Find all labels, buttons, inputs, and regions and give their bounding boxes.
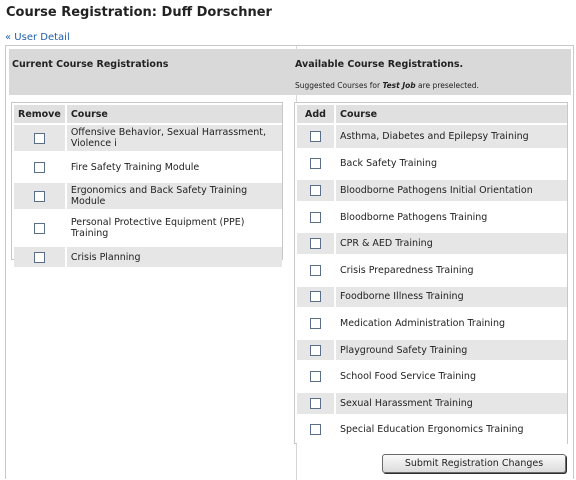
table-row <box>297 230 567 257</box>
table-row <box>297 177 567 204</box>
note-suffix: are preselected. <box>418 81 479 90</box>
table-row <box>297 284 567 311</box>
course-name: Ergonomics and Back Safety Training Module <box>66 180 282 212</box>
table-row <box>297 124 567 151</box>
remove-checkbox[interactable] <box>34 133 45 144</box>
available-courses-box <box>294 102 568 444</box>
remove-checkbox[interactable] <box>34 223 45 234</box>
note-job-name: Test Job <box>382 81 416 90</box>
remove-cell <box>14 124 66 154</box>
course-name: Personal Protective Equipment (PPE) Training <box>66 212 282 244</box>
add-checkbox[interactable] <box>310 345 321 356</box>
add-checkbox[interactable] <box>310 131 321 142</box>
course-name: Foodborne Illness Training <box>335 284 567 311</box>
add-checkbox[interactable] <box>310 318 321 329</box>
table-row <box>14 212 282 244</box>
add-cell <box>297 284 335 311</box>
course-name: Sexual Harassment Training <box>335 390 567 417</box>
course-name: Offensive Behavior, Sexual Harrassment, Violence i <box>66 124 282 154</box>
note-prefix: Suggested Courses for <box>295 81 381 90</box>
remove-checkbox[interactable] <box>34 162 45 173</box>
table-row <box>297 390 567 417</box>
course-name: Special Education Ergonomics Training <box>335 417 567 444</box>
registration-panel <box>5 45 574 479</box>
table-row <box>297 257 567 284</box>
add-cell <box>297 177 335 204</box>
course-name: Fire Safety Training Module <box>66 154 282 180</box>
suggested-courses-note <box>295 81 479 90</box>
remove-checkbox[interactable] <box>34 191 45 202</box>
current-registrations-title: Current Course Registrations <box>12 59 169 70</box>
course-name: School Food Service Training <box>335 363 567 390</box>
add-cell <box>297 363 335 390</box>
table-row <box>14 244 282 270</box>
remove-cell <box>14 212 66 244</box>
add-checkbox[interactable] <box>310 238 321 249</box>
add-cell <box>297 337 335 364</box>
add-cell <box>297 310 335 337</box>
add-checkbox[interactable] <box>310 185 321 196</box>
remove-cell <box>14 244 66 270</box>
remove-column-header: Remove <box>14 105 66 124</box>
add-checkbox[interactable] <box>310 158 321 169</box>
available-registrations-title: Available Course Registrations. <box>295 59 464 70</box>
add-checkbox[interactable] <box>310 424 321 435</box>
remove-cell <box>14 180 66 212</box>
add-checkbox[interactable] <box>310 265 321 276</box>
current-courses-box <box>11 102 283 263</box>
available-course-column-header: Course <box>335 105 567 124</box>
current-registrations-header <box>9 49 292 95</box>
add-cell <box>297 417 335 444</box>
add-checkbox[interactable] <box>310 212 321 223</box>
course-name: Bloodborne Pathogens Training <box>335 204 567 231</box>
remove-cell <box>14 154 66 180</box>
course-name: Medication Administration Training <box>335 310 567 337</box>
course-name: CPR & AED Training <box>335 230 567 257</box>
add-checkbox[interactable] <box>310 398 321 409</box>
course-name: Crisis Planning <box>66 244 282 270</box>
add-column-header: Add <box>297 105 335 124</box>
remove-checkbox[interactable] <box>34 252 45 263</box>
table-row <box>297 337 567 364</box>
course-name: Playground Safety Training <box>335 337 567 364</box>
course-name: Asthma, Diabetes and Epilepsy Training <box>335 124 567 151</box>
submit-registration-changes-button[interactable]: Submit Registration Changes <box>382 454 566 473</box>
table-row <box>297 151 567 178</box>
add-cell <box>297 124 335 151</box>
add-cell <box>297 230 335 257</box>
table-row <box>14 154 282 180</box>
course-name: Crisis Preparedness Training <box>335 257 567 284</box>
table-row <box>14 180 282 212</box>
current-course-column-header: Course <box>66 105 282 124</box>
available-registrations-header <box>292 49 571 95</box>
add-cell <box>297 151 335 178</box>
user-detail-link[interactable]: « User Detail <box>5 32 70 43</box>
course-name: Bloodborne Pathogens Initial Orientation <box>335 177 567 204</box>
table-row <box>14 124 282 154</box>
add-cell <box>297 390 335 417</box>
add-cell <box>297 257 335 284</box>
table-row <box>297 417 567 444</box>
add-checkbox[interactable] <box>310 291 321 302</box>
available-courses-table <box>297 105 567 446</box>
add-cell <box>297 204 335 231</box>
table-row <box>297 204 567 231</box>
add-checkbox[interactable] <box>310 371 321 382</box>
page-title: Course Registration: Duff Dorschner <box>6 5 272 20</box>
table-row <box>297 363 567 390</box>
course-name: Back Safety Training <box>335 151 567 178</box>
current-courses-table <box>14 105 282 273</box>
table-row <box>297 310 567 337</box>
